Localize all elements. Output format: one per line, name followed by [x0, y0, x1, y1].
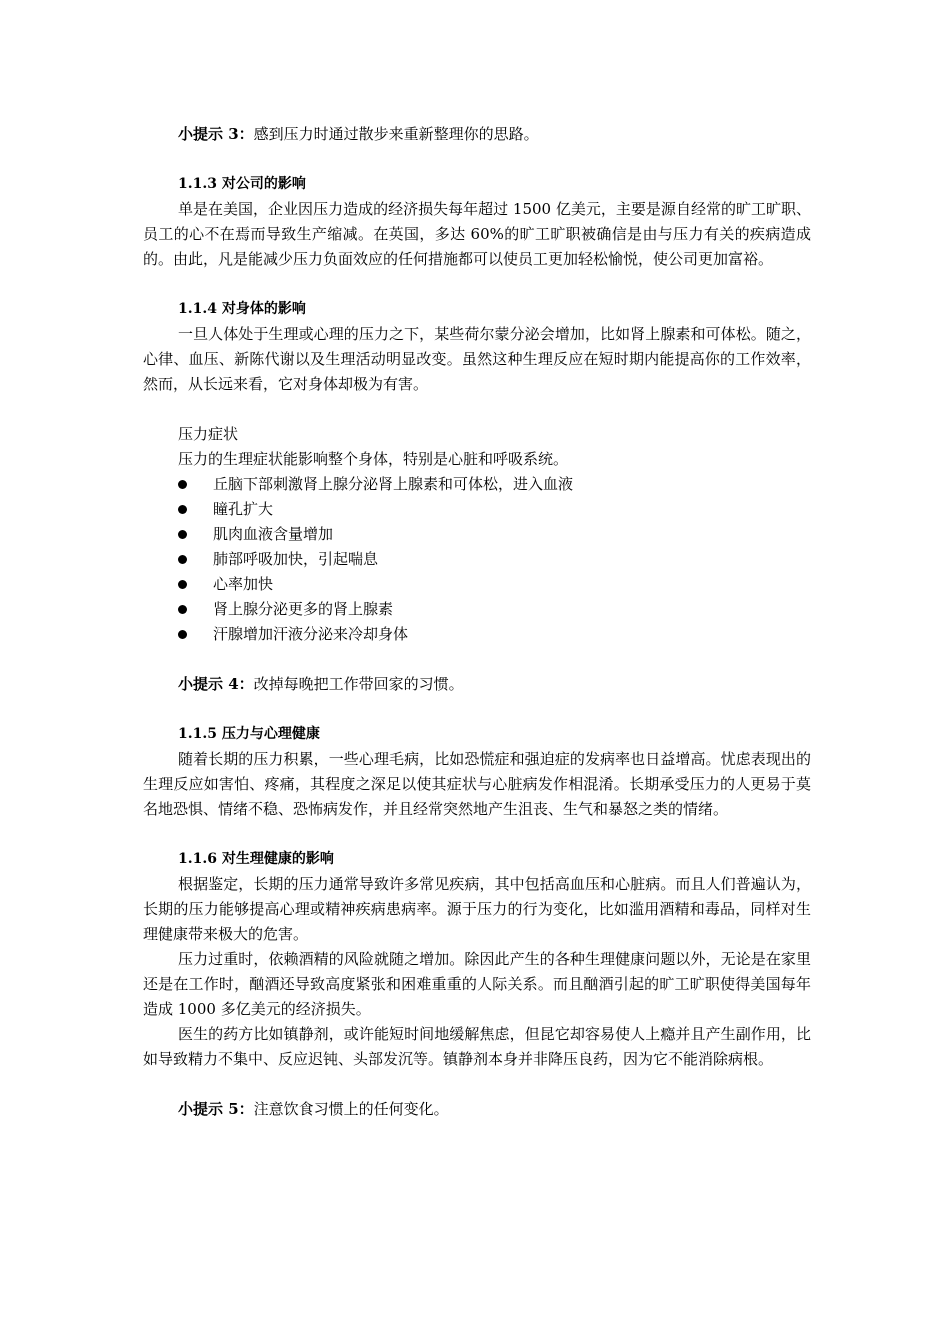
- symptoms-list: [143, 472, 811, 647]
- symptom-text: 肺部呼吸加快，引起喘息: [213, 550, 379, 568]
- bullet-icon: [178, 580, 187, 589]
- section-1-1-6-paragraph-1: 根据鉴定，长期的压力通常导致许多常见疾病，其中包括高血压和心脏病。而且人们普遍认为，长期的压力能够提高心理或精神疾病患病率。源于压力的行为变化，比如滥用酒精和毒品，同样对生理健康带来极大的危害。: [143, 875, 811, 943]
- document-page: [143, 122, 811, 1122]
- section-1-1-4-heading: 1.1.4 对身体的影响: [178, 301, 306, 317]
- symptom-text: 瞳孔扩大: [213, 500, 274, 518]
- bullet-icon: [178, 505, 187, 514]
- tip-4-text: 改掉每晚把工作带回家的习惯。: [253, 675, 464, 693]
- bullet-icon: [178, 555, 187, 564]
- symptom-text: 心率加快: [213, 575, 274, 593]
- section-1-1-3-heading: 1.1.3 对公司的影响: [178, 176, 306, 192]
- bullet-icon: [178, 630, 187, 639]
- symptom-text: 肾上腺分泌更多的肾上腺素: [213, 600, 394, 618]
- tip-4: [178, 672, 811, 697]
- list-item: [178, 497, 811, 522]
- list-item: [178, 622, 811, 647]
- tip-3-text: 感到压力时通过散步来重新整理你的思路。: [253, 125, 539, 143]
- tip-5-label: 小提示 5：: [178, 1100, 254, 1118]
- tip-3-label: 小提示 3：: [178, 125, 254, 143]
- section-1-1-5-heading: 1.1.5 压力与心理健康: [178, 726, 320, 742]
- list-item: [178, 472, 811, 497]
- section-1-1-5-body: 随着长期的压力积累，一些心理毛病，比如恐慌症和强迫症的发病率也日益增高。忧虑表现出的生理反应如害怕、疼痛，其程度之深足以使其症状与心脏病发作相混淆。长期承受压力的人更易于莫名地恐惧、情绪不稳、恐怖病发作，并且经常突然地产生沮丧、生气和暴怒之类的情绪。: [143, 750, 811, 818]
- bullet-icon: [178, 530, 187, 539]
- list-item: [178, 597, 811, 622]
- bullet-icon: [178, 605, 187, 614]
- section-1-1-3-body: 单是在美国，企业因压力造成的经济损失每年超过 1500 亿美元，主要是源自经常的旷工旷职、员工的心不在焉而导致生产缩减。在英国，多达 60%的旷工旷职被确信是由与压力有关的疾病造成的。由此，凡是能减少压力负面效应的任何措施都可以使员工更加轻松愉悦，使公司更加富裕。: [143, 200, 811, 268]
- list-item: [178, 547, 811, 572]
- tip-5-text: 注意饮食习惯上的任何变化。: [253, 1100, 449, 1118]
- tip-4-label: 小提示 4：: [178, 675, 254, 693]
- symptoms-title: 压力症状: [178, 425, 239, 443]
- tip-3: [178, 122, 811, 147]
- section-1-1-6-paragraph-3: 医生的药方比如镇静剂，或许能短时间地缓解焦虑，但昆它却容易使人上瘾并且产生副作用，比如导致精力不集中、反应迟钝、头部发沉等。镇静剂本身并非降压良药，因为它不能消除病根。: [143, 1025, 811, 1068]
- symptom-text: 汗腺增加汗液分泌来冷却身体: [213, 625, 409, 643]
- section-1-1-4-body: 一旦人体处于生理或心理的压力之下，某些荷尔蒙分泌会增加，比如肾上腺素和可体松。随之，心律、血压、新陈代谢以及生理活动明显改变。虽然这种生理反应在短时期内能提高你的工作效率，然而，从长远来看，它对身体却极为有害。: [143, 325, 811, 393]
- list-item: [178, 522, 811, 547]
- bullet-icon: [178, 480, 187, 489]
- symptom-text: 丘脑下部刺激肾上腺分泌肾上腺素和可体松，进入血液: [213, 475, 574, 493]
- symptom-text: 肌肉血液含量增加: [213, 525, 334, 543]
- symptoms-intro: 压力的生理症状能影响整个身体，特别是心脏和呼吸系统。: [178, 450, 569, 468]
- section-1-1-6-heading: 1.1.6 对生理健康的影响: [178, 851, 334, 867]
- list-item: [178, 572, 811, 597]
- section-1-1-6-paragraph-2: 压力过重时，依赖酒精的风险就随之增加。除因此产生的各种生理健康问题以外，无论是在家里还是在工作时，酗酒还导致高度紧张和困难重重的人际关系。而且酗酒引起的旷工旷职使得美国每年造成 1000 多亿美元的经济损失。: [143, 950, 811, 1018]
- tip-5: [178, 1097, 811, 1122]
